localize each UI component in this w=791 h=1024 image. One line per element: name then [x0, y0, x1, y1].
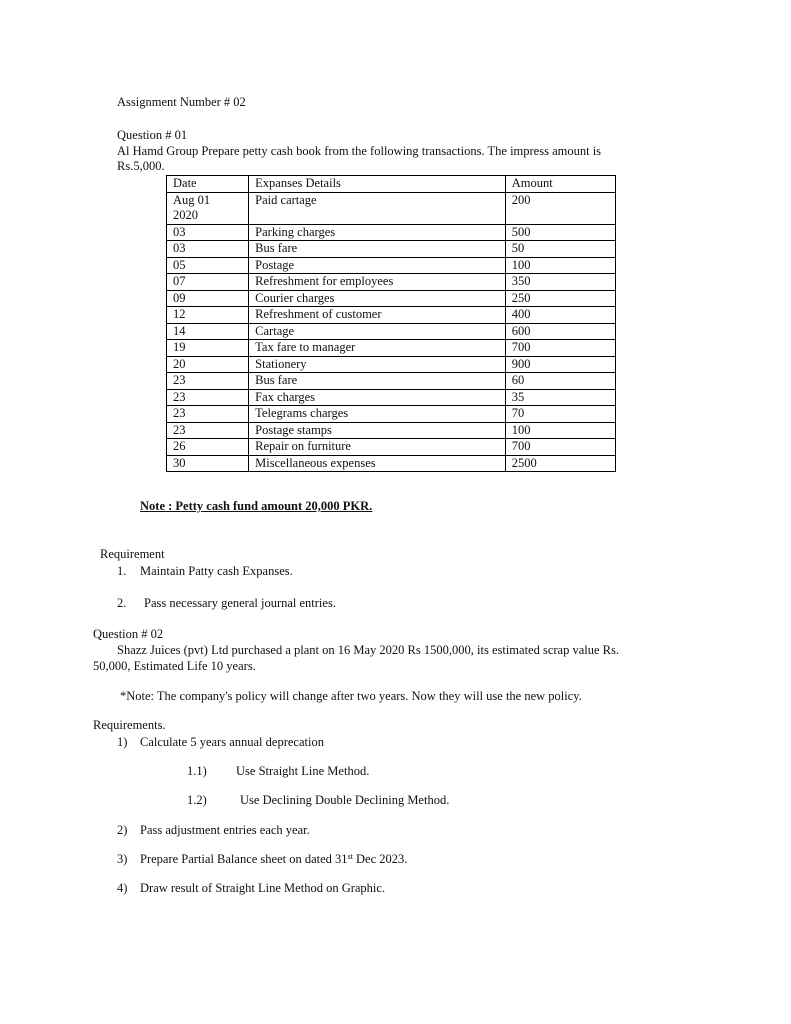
amount-cell: 70 — [505, 406, 615, 423]
detail-cell: Miscellaneous expenses — [249, 455, 506, 472]
item-4-text: Draw result of Straight Line Method on Graphic. — [140, 881, 386, 895]
table-row — [167, 274, 616, 291]
detail-cell: Stationery — [249, 356, 506, 373]
table-row — [167, 455, 616, 472]
date-cell: 14 — [167, 323, 249, 340]
date-cell: 19 — [167, 340, 249, 357]
amount-cell: 250 — [505, 290, 615, 307]
table-row — [167, 340, 616, 357]
question-2-text-line2: 50,000, Estimated Life 10 years. — [93, 659, 256, 673]
detail-cell: Postage — [249, 257, 506, 274]
detail-cell: Bus fare — [249, 373, 506, 390]
date-cell: 23 — [167, 373, 249, 390]
date-cell: 30 — [167, 455, 249, 472]
assignment-heading: Assignment Number # 02 — [117, 95, 246, 109]
table-row — [167, 290, 616, 307]
item-4-number: 4) — [117, 881, 128, 895]
item-1-2-text: Use Declining Double Declining Method. — [240, 793, 450, 807]
amount-cell: 350 — [505, 274, 615, 291]
amount-cell: 700 — [505, 439, 615, 456]
date-cell: 23 — [167, 389, 249, 406]
amount-cell: 50 — [505, 241, 615, 258]
item-2-number: 2) — [117, 823, 128, 837]
table-row — [167, 406, 616, 423]
table-row — [167, 323, 616, 340]
item-2-text: Pass adjustment entries each year. — [140, 823, 310, 837]
date-cell: 12 — [167, 307, 249, 324]
requirement-1-text: Maintain Patty cash Expanses. — [140, 564, 293, 578]
header-amount: Amount — [505, 176, 615, 193]
item-1-text: Calculate 5 years annual deprecation — [140, 735, 324, 749]
header-date: Date — [167, 176, 249, 193]
item-1-2-number: 1.2) — [187, 793, 207, 807]
question-1-text-line2: Rs.5,000. — [117, 159, 165, 173]
date-cell: 23 — [167, 406, 249, 423]
date-cell: 09 — [167, 290, 249, 307]
amount-cell: 600 — [505, 323, 615, 340]
detail-cell: Refreshment of customer — [249, 307, 506, 324]
item-3-text-after: Dec 2023. — [352, 852, 408, 866]
detail-cell: Repair on furniture — [249, 439, 506, 456]
date-line1: Aug 01 — [173, 192, 211, 207]
amount-cell: 700 — [505, 340, 615, 357]
table-row — [167, 422, 616, 439]
item-1-1-text: Use Straight Line Method. — [236, 764, 370, 778]
header-details: Expanses Details — [249, 176, 506, 193]
amount-cell: 35 — [505, 389, 615, 406]
date-cell: 05 — [167, 257, 249, 274]
item-1-number: 1) — [117, 735, 128, 749]
question-1-text-line1: Al Hamd Group Prepare petty cash book from the following transactions. The impress amount is — [117, 144, 602, 158]
table-row — [167, 356, 616, 373]
amount-cell: 100 — [505, 422, 615, 439]
requirement-2-text: Pass necessary general journal entries. — [144, 596, 336, 610]
table-header-row — [167, 176, 616, 193]
amount-cell: 100 — [505, 257, 615, 274]
detail-cell: Courier charges — [249, 290, 506, 307]
item-1-1-number: 1.1) — [187, 764, 207, 778]
date-cell — [167, 192, 249, 224]
detail-cell: Tax fare to manager — [249, 340, 506, 357]
detail-cell: Paid cartage — [249, 192, 506, 224]
requirements-title: Requirements. — [93, 718, 166, 732]
table-row — [167, 241, 616, 258]
petty-cash-table — [166, 175, 616, 472]
table-row — [167, 389, 616, 406]
item-3-number: 3) — [117, 852, 128, 866]
table-row — [167, 307, 616, 324]
question-2-text-line1: Shazz Juices (pvt) Ltd purchased a plant on 16 May 2020 Rs 1500,000, its estimated scrap value Rs. — [117, 643, 619, 657]
table-row — [167, 257, 616, 274]
detail-cell: Cartage — [249, 323, 506, 340]
item-3-text-before: Prepare Partial Balance sheet on dated 31 — [140, 852, 348, 866]
requirement-1-number: 1. — [117, 564, 127, 578]
detail-cell: Refreshment for employees — [249, 274, 506, 291]
date-line2: 2020 — [173, 208, 198, 222]
amount-cell: 900 — [505, 356, 615, 373]
question-1-title: Question # 01 — [117, 128, 188, 142]
question-2-title: Question # 02 — [93, 627, 164, 641]
policy-note: *Note: The company's policy will change after two years. Now they will use the new policy. — [120, 689, 582, 703]
date-cell: 03 — [167, 241, 249, 258]
date-cell: 26 — [167, 439, 249, 456]
petty-cash-note: Note : Petty cash fund amount 20,000 PKR. — [140, 499, 373, 513]
amount-cell: 60 — [505, 373, 615, 390]
requirement-title: Requirement — [100, 547, 165, 561]
amount-cell: 500 — [505, 224, 615, 241]
detail-cell: Bus fare — [249, 241, 506, 258]
detail-cell: Parking charges — [249, 224, 506, 241]
detail-cell: Telegrams charges — [249, 406, 506, 423]
amount-cell: 200 — [505, 192, 615, 224]
date-cell: 23 — [167, 422, 249, 439]
detail-cell: Fax charges — [249, 389, 506, 406]
table-row — [167, 224, 616, 241]
table-row — [167, 192, 616, 224]
detail-cell: Postage stamps — [249, 422, 506, 439]
amount-cell: 400 — [505, 307, 615, 324]
amount-cell: 2500 — [505, 455, 615, 472]
table-row — [167, 439, 616, 456]
date-cell: 07 — [167, 274, 249, 291]
item-3-text — [140, 852, 407, 867]
date-cell: 20 — [167, 356, 249, 373]
requirement-2-number: 2. — [117, 596, 127, 610]
date-cell: 03 — [167, 224, 249, 241]
item-3-superscript: st — [347, 852, 353, 861]
table-row — [167, 373, 616, 390]
